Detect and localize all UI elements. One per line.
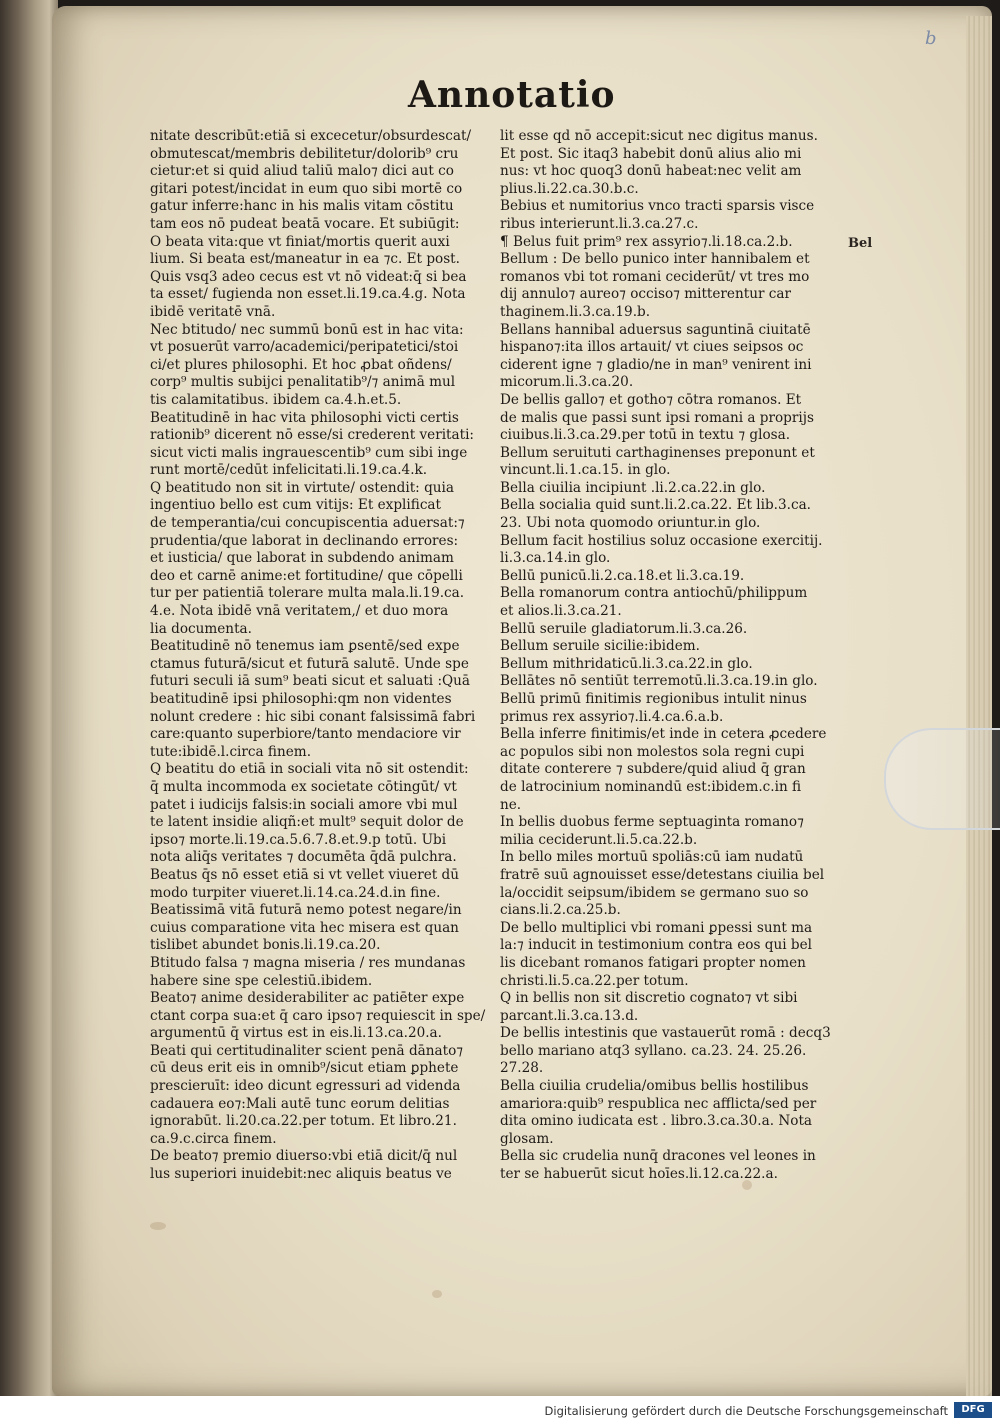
- text-line: In bellis duobus ferme septuaginta romano⁊: [500, 814, 804, 831]
- text-line: care:quanto superbiore/tanto mendaciore vir: [150, 726, 461, 743]
- text-line: In bello miles mortuū spoliās:cū iam nudatū: [500, 849, 804, 866]
- text-line: Quis vsq3 adeo cecus est vt nō videat:q̄ si bea: [150, 268, 467, 285]
- text-line: Bella ciuilia crudelia/omibus bellis hostilibus: [500, 1078, 809, 1095]
- text-line: De bello multiplici vbi romani ꝑpessi sunt ma: [500, 919, 813, 936]
- text-line: Bellum mithridaticū.li.3.ca.22.in glo.: [500, 655, 753, 672]
- text-line: amariora:quib⁹ respublica nec afflicta/sed per: [500, 1095, 817, 1112]
- text-line: corp⁹ multis subijci penalitatib⁹/⁊ animā mul: [150, 374, 456, 391]
- text-line: nota aliq̄s veritates ⁊ documēta q̄dā pulchra.: [150, 849, 457, 866]
- text-line: ter se habuerūt sicut hoīes.li.12.ca.22.a.: [500, 1166, 778, 1183]
- text-line: ta esset/ fugienda non esset.li.19.ca.4.g. Nota: [150, 286, 466, 303]
- text-line: ne.: [500, 796, 522, 813]
- text-line: deo et carnē anime:et fortitudine/ que cōpelli: [150, 567, 463, 584]
- text-line: Beatus q̄s nō esset etiā si vt vellet viueret dū: [150, 866, 459, 883]
- text-line: de malis que passi sunt ipsi romani a proprijs: [500, 409, 814, 426]
- text-line: ciderent igne ⁊ gladio/ne in man⁹ venirent ini: [500, 356, 812, 373]
- text-line: ignorabūt. li.20.ca.22.per totum. Et libro.21.: [150, 1113, 457, 1130]
- text-line: Beatitudinē in hac vita philosophi victi certis: [150, 409, 459, 426]
- text-line: ac populos sibi non molestos sola regni cupi: [500, 743, 805, 760]
- text-line: ibidē veritatē vnā.: [150, 303, 276, 320]
- dfg-logo: DFG: [954, 1402, 992, 1418]
- signature-letter: b: [925, 28, 937, 49]
- text-line: Bebius et numitorius vnco tracti sparsis visce: [500, 198, 815, 215]
- text-line: prudentia/que laborat in declinando errores:: [150, 532, 459, 549]
- text-line: runt mortē/cedūt infelicitati.li.19.ca.4.k.: [150, 462, 428, 479]
- text-line: la:⁊ inducit in testimonium contra eos qui bel: [500, 937, 812, 954]
- text-line: Q beatitu do etiā in sociali vita nō sit ostendit:: [150, 761, 469, 778]
- text-line: hispano⁊:ita illos artauit/ vt ciues seipsos oc: [500, 339, 804, 356]
- text-line: primus rex assyrio⁊.li.4.ca.6.a.b.: [500, 708, 724, 725]
- text-line: 4.e. Nota ibidē vnā veritatem,/ et duo mora: [150, 603, 449, 620]
- text-line: cietur:et si quid aliud taliū malo⁊ dici aut co: [150, 163, 454, 180]
- text-line: rationib⁹ dicerent nō esse/si crederent veritati:: [150, 427, 474, 444]
- paper-stain: [432, 1290, 442, 1298]
- text-line: thaginem.li.3.ca.19.b.: [500, 303, 651, 320]
- text-line: cians.li.2.ca.25.b.: [500, 902, 621, 919]
- text-line: Beato⁊ anime desiderabiliter ac patiēter expe: [150, 990, 465, 1007]
- text-line: Bellātes nō sentiūt terremotū.li.3.ca.19.in glo.: [500, 673, 818, 690]
- text-line: glosam.: [500, 1130, 554, 1147]
- text-line: parcant.li.3.ca.13.d.: [500, 1007, 639, 1024]
- text-line: Bella romanorum contra antiochū/philippum: [500, 585, 808, 602]
- text-line: O beata vita:que vt finiat/mortis querit auxi: [150, 233, 450, 250]
- text-line: tislibet abundet bonis.li.19.ca.20.: [150, 937, 381, 954]
- text-line: dij annulo⁊ aureo⁊ occiso⁊ mitterentur car: [500, 286, 791, 303]
- text-line: sicut victi malis ingrauescentib⁹ cum sibi inge: [150, 444, 468, 461]
- text-line: Bellū punicū.li.2.ca.18.et li.3.ca.19.: [500, 567, 745, 584]
- text-line: plius.li.22.ca.30.b.c.: [500, 180, 639, 197]
- page-fore-edge: [966, 16, 992, 1406]
- footer-credit: Digitalisierung gefördert durch die Deutsche Forschungsgemeinschaft: [544, 1404, 948, 1418]
- text-line: milia ceciderunt.li.5.ca.22.b.: [500, 831, 698, 848]
- text-line: bello mariano atq3 syllano. ca.23. 24. 25.26.: [500, 1042, 807, 1059]
- text-line: li.3.ca.14.in glo.: [500, 550, 611, 567]
- text-line: ditate conterere ⁊ subdere/quid aliud q̄ gran: [500, 761, 806, 778]
- text-line: te latent insidie aliqñ:et mult⁹ sequit dolor de: [150, 814, 464, 831]
- text-line: vincunt.li.1.ca.15. in glo.: [500, 462, 671, 479]
- text-line: 27.28.: [500, 1060, 544, 1077]
- text-line: de latrocinium nominandū est:ibidem.c.in fi: [500, 778, 802, 795]
- page-heading: Annotatio: [408, 74, 616, 116]
- text-line: De bellis intestinis que vastauerūt romā : decq3: [500, 1025, 831, 1042]
- text-line: tam eos nō pudeat beatā vocare. Et subiūgit:: [150, 215, 460, 232]
- text-line: gatur inferre:hanc in his malis vitam cōstitu: [150, 198, 454, 215]
- text-line: Bella inferre finitimis/et inde in cetera ꝓcedere: [500, 726, 827, 743]
- text-line: patet i iudicijs falsis:in sociali amore vbi mul: [150, 796, 458, 813]
- text-line: ribus interierunt.li.3.ca.27.c.: [500, 215, 699, 232]
- text-line: et iusticia/ que laborat in subdendo animam: [150, 550, 454, 567]
- text-line: lus superiori inuidebit:nec aliquis beatus ve: [150, 1166, 452, 1183]
- text-line: q̄ multa incommoda ex societate cōtingūt/ vt: [150, 778, 457, 795]
- text-line: nus: vt hoc quoq3 donū habeat:nec velit am: [500, 163, 802, 180]
- text-line: Q in bellis non sit discretio cognato⁊ vt sibi: [500, 990, 798, 1007]
- text-line: ctant corpa sua:et q̄ caro ipso⁊ requiescit in spe/: [150, 1007, 486, 1024]
- text-line: Bella ciuilia incipiunt .li.2.ca.22.in glo.: [500, 479, 766, 496]
- text-line: ¶ Belus fuit prim⁹ rex assyrio⁊.li.18.ca.2.b.: [500, 233, 793, 250]
- text-line: Beatitudinē nō tenemus iam ꝑsentē/sed expe: [150, 638, 460, 655]
- text-line: lia documenta.: [150, 620, 252, 637]
- text-line: 23. Ubi nota quomodo oriuntur.in glo.: [500, 515, 761, 532]
- text-line: lium. Si beata est/maneatur in ea ⁊c. Et post.: [150, 251, 460, 268]
- text-line: ciuibus.li.3.ca.29.per totū in textu ⁊ glosa.: [500, 427, 791, 444]
- text-line: micorum.li.3.ca.20.: [500, 374, 634, 391]
- text-line: la/occidit seipsum/ibidem se germano suo so: [500, 884, 809, 901]
- left-text-column: [150, 128, 490, 1184]
- text-line: tis calamitatibus. ibidem ca.4.h.et.5.: [150, 391, 402, 408]
- text-line: Et post. Sic itaq3 habebit donū alius alio mi: [500, 145, 802, 162]
- text-line: Bellum seruile sicilie:ibidem.: [500, 638, 700, 655]
- text-line: nitate describūt:etiā si excecetur/obsurdescat/: [150, 128, 472, 144]
- text-line: Bellum : De bello punico inter hannibalem et: [500, 251, 810, 268]
- text-line: gitari potest/incidat in eum quo sibi mortē co: [150, 180, 463, 197]
- text-line: ca.9.c.circa finem.: [150, 1130, 277, 1147]
- text-line: et alios.li.3.ca.21.: [500, 603, 622, 620]
- text-line: habere sine spe celestiū.ibidem.: [150, 972, 373, 989]
- text-line: modo turpiter viueret.li.14.ca.24.d.in fine.: [150, 884, 441, 901]
- text-line: fratrē suū agnouisset esse/detestans ciuilia bel: [500, 866, 825, 883]
- text-line: De bellis gallo⁊ et gotho⁊ cōtra romanos. Et: [500, 391, 802, 408]
- text-line: christi.li.5.ca.22.per totum.: [500, 972, 689, 989]
- paper-stain: [150, 1222, 166, 1230]
- text-line: obmutescat/membris debilitetur/dolorib⁹ cru: [150, 145, 459, 162]
- text-line: tur per patientiā tolerare multa mala.li.19.ca.: [150, 585, 465, 602]
- margin-note: Bel: [848, 236, 873, 251]
- text-line: prescieruīt: ideo dicunt egressuri ad videnda: [150, 1078, 461, 1095]
- text-line: ipso⁊ morte.li.19.ca.5.6.7.8.et.9.p totū. Ubi: [150, 831, 447, 848]
- text-line: Beatissimā vitā futurā nemo potest negare/in: [150, 902, 462, 919]
- text-line: Bellum facit hostilius soluz occasione exercitij.: [500, 532, 823, 549]
- left-page-edge: [0, 0, 58, 1426]
- text-line: Beati qui certitudinaliter scient penā dānato⁊: [150, 1042, 464, 1059]
- text-line: cuius comparatione vita hec misera est quan: [150, 919, 459, 936]
- text-line: Bellum seruituti carthaginenses preponunt et: [500, 444, 815, 461]
- text-line: Bellū primū finitimis regionibus intulit ninus: [500, 691, 807, 707]
- text-line: Bellū seruile gladiatorum.li.3.ca.26.: [500, 620, 748, 637]
- text-line: lis dicebant romanos fatigari propter nomen: [500, 954, 806, 971]
- text-line: dita omino iudicata est . libro.3.ca.30.a. Nota: [500, 1113, 813, 1130]
- text-line: De beato⁊ premio diuerso:vbi etiā dicit/q̄ nul: [150, 1148, 458, 1165]
- text-line: futuri seculi iā sum⁹ beati sicut et saluati :Quā: [150, 673, 471, 690]
- text-line: argumentū q̄ virtus est in eis.li.13.ca.20.a.: [150, 1025, 442, 1042]
- text-line: lit esse qd nō accepit:sicut nec digitus manus.: [500, 128, 818, 144]
- text-line: ci/et plures philosophi. Et hoc ꝓbat oñdens/: [150, 356, 452, 373]
- footer-bar: [0, 1396, 1000, 1426]
- text-line: cū deus erit eis in omnib⁹/sicut etiam ꝑphete: [150, 1060, 459, 1077]
- text-line: de temperantia/cui concupiscentia aduersat:⁊: [150, 515, 465, 532]
- text-line: Nec btitudo/ nec summū bonū est in hac vita:: [150, 321, 464, 338]
- text-line: Btitudo falsa ⁊ magna miseria / res mundanas: [150, 954, 466, 971]
- text-line: tute:ibidē.l.circa finem.: [150, 743, 312, 760]
- text-line: Bella socialia quid sunt.li.2.ca.22. Et lib.3.ca.: [500, 497, 811, 514]
- text-line: beatitudinē ipsi philosophi:qm non videntes: [150, 691, 452, 707]
- text-line: Bellans hannibal aduersus saguntinā ciuitatē: [500, 321, 811, 338]
- plastic-page-clip: [884, 728, 1000, 830]
- text-line: romanos vbi tot romani ceciderūt/ vt tres mo: [500, 268, 810, 285]
- right-text-column: [500, 128, 840, 1184]
- text-line: nolunt credere : hic sibi conant falsissimā fabri: [150, 708, 476, 725]
- text-line: Q beatitudo non sit in virtute/ ostendit: quia: [150, 479, 454, 496]
- text-line: cadauera eo⁊:Mali autē tunc eorum delitias: [150, 1095, 450, 1112]
- text-line: ctamus futurā/sicut et futurā salutē. Unde spe: [150, 655, 469, 672]
- text-line: vt posuerūt varro/academici/peripatetici/stoi: [150, 339, 459, 356]
- text-line: Bella sic crudelia nunq̄ dracones vel leones in: [500, 1148, 816, 1165]
- text-line: ingentiuo bello est cum vitijs: Et explificat: [150, 497, 441, 514]
